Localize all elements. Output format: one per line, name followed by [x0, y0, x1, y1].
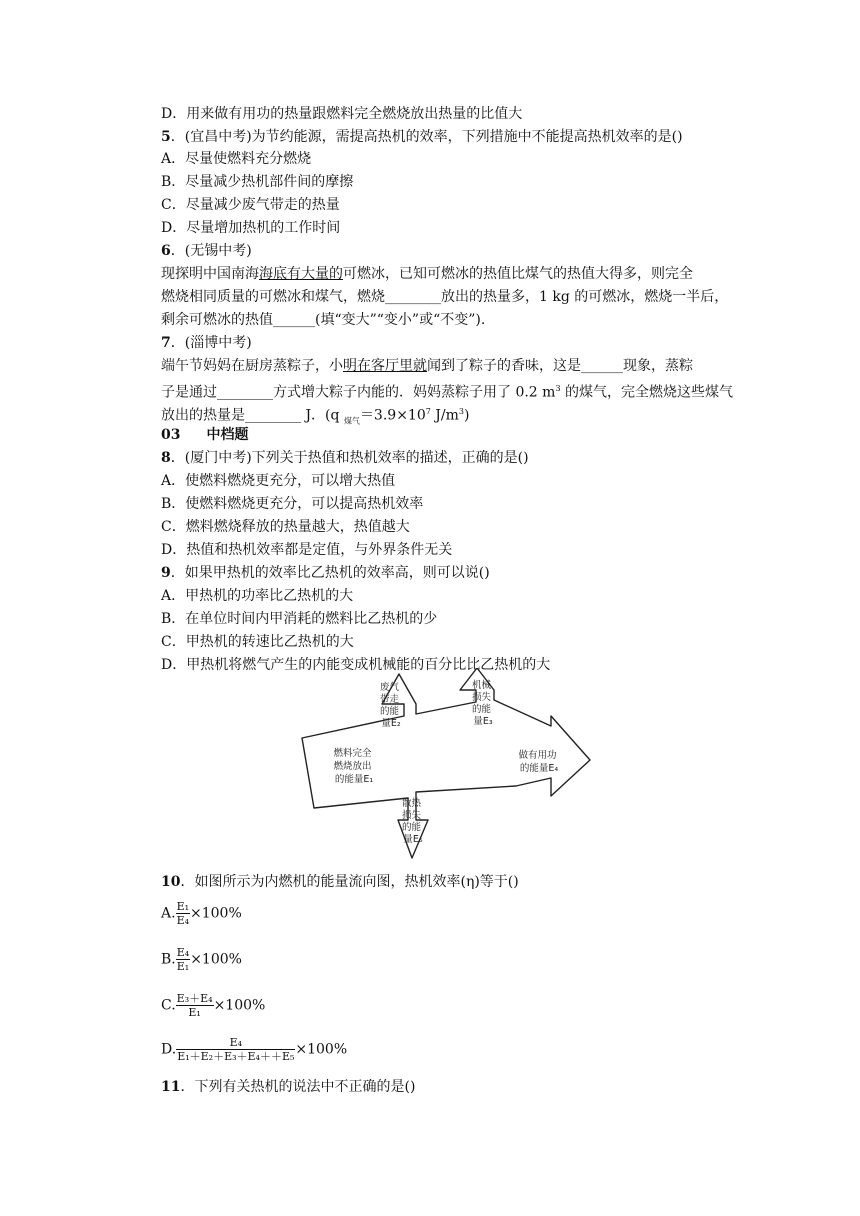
question-number: 10 [161, 874, 181, 890]
superscript: 3 [458, 407, 464, 416]
q6-line-1 [161, 265, 693, 283]
q10-option-d [161, 1036, 347, 1063]
q9-option-c: C．甲热机的转速比乙热机的大 [161, 634, 354, 650]
underlined-text: 明在客厅里就 [343, 358, 427, 374]
q10-option-c [161, 992, 265, 1019]
question-number: 5 [161, 129, 171, 145]
text: 闻到了粽子的香味，这是______现象，蒸粽 [427, 358, 693, 374]
fraction [176, 946, 190, 973]
label-e3: 机械 损失 的能 量E₃ [471, 680, 493, 727]
q9-option-b: B．在单位时间内甲消耗的燃料比乙热机的少 [161, 611, 438, 627]
label-e4: 做有用功 的能量E₄ [518, 750, 559, 774]
denominator: E₄ [176, 914, 190, 927]
q6-line-3: 剩余可燃冰的热值______(填“变大”“变小”或“不变”). [161, 312, 486, 328]
question-number: 6 [161, 243, 171, 259]
q9-option-d: D．甲热机将燃气产生的内能变成机械能的百分比比乙热机的大 [161, 657, 551, 673]
fraction [176, 900, 190, 927]
question-number: 7 [161, 335, 171, 351]
question-stem: ．如果甲热机的效率比乙热机的效率高，则可以说() [170, 565, 490, 581]
question-11 [161, 1078, 415, 1096]
fraction [176, 992, 214, 1019]
question-9 [161, 564, 490, 582]
energy-flow-diagram [296, 668, 592, 862]
percent-factor: ×100% [213, 997, 266, 1014]
denominator: E₁ [176, 960, 190, 973]
q6-line-2: 燃烧相同质量的可燃冰和煤气，燃烧________放出的热量多，1 kg 的可燃冰，燃烧一半后， [161, 289, 729, 305]
option-label: B. [161, 951, 176, 968]
question-source: ．(无锡中考) [170, 243, 252, 259]
question-stem: ．(宜昌中考)为节约能源，需提高热机的效率，下列措施中不能提高热机效率的是() [170, 129, 683, 145]
percent-factor: ×100% [190, 951, 242, 968]
numerator: E₃＋E₄ [176, 992, 213, 1005]
numerator: E₄ [176, 1036, 295, 1050]
section-title: 中档题 [206, 427, 249, 443]
q7-line-2 [161, 380, 733, 402]
denominator: E₁＋E₂＋E₃＋E₄＋＋E₅ [177, 1050, 295, 1063]
question-number: 9 [161, 565, 171, 581]
text: 的煤气，完全燃烧这些煤气 [560, 384, 733, 401]
q5-option-b: B．尽量减少热机部件间的摩擦 [161, 174, 354, 190]
question-stem: ．下列有关热机的说法中不正确的是() [180, 1079, 416, 1095]
label-e1: 燃料完全 燃烧放出 的能量E₁ [333, 748, 374, 785]
text: 子是通过________方式增大粽子内能的．妈妈蒸粽子用了 0.2 m [161, 384, 556, 401]
underlined-text: 海底有大量的 [259, 266, 343, 282]
text: 现探明中国南海 [161, 266, 259, 282]
q8-option-c: C．燃料燃烧释放的热量越大，热值越大 [161, 519, 410, 535]
subscript: 煤气 [343, 416, 360, 426]
q8-option-d: D．热值和热机效率都是定值，与外界条件无关 [161, 542, 453, 558]
question-number: 8 [161, 450, 171, 466]
question-source: ．(淄博中考) [170, 335, 252, 351]
option-label: C. [161, 997, 176, 1014]
section-heading [161, 426, 248, 444]
q7-line-1 [161, 357, 693, 375]
superscript: 3 [555, 384, 561, 393]
q4-option-d: D．用来做有用功的热量跟燃料完全燃烧放出热量的比值大 [161, 106, 523, 122]
q5-option-c: C．尽量减少废气带走的热量 [161, 197, 340, 213]
label-e5: 散热 损失 的能 量E₅ [401, 798, 423, 845]
numerator: E₁ [176, 900, 190, 913]
question-5 [161, 128, 683, 146]
question-7 [161, 334, 252, 352]
text: ) [464, 407, 470, 424]
text: 端午节妈妈在厨房蒸粽子，小 [161, 358, 343, 374]
q5-option-a: A．尽量使燃料充分燃烧 [161, 151, 312, 167]
question-6 [161, 242, 252, 260]
percent-factor: ×100% [190, 905, 242, 922]
q9-option-a: A．甲热机的功率比乙热机的大 [161, 588, 354, 604]
q10-option-b [161, 946, 242, 973]
numerator: E₄ [176, 946, 190, 959]
text: ＝3.9×10 [359, 407, 426, 424]
q8-option-b: B．使燃料燃烧更充分，可以提高热机效率 [161, 496, 424, 512]
label-e2: 废气 带走 的能 量E₂ [379, 682, 401, 729]
question-number: 11 [161, 1079, 181, 1095]
fraction [176, 1036, 295, 1063]
question-10 [161, 873, 519, 891]
option-label: A. [161, 905, 176, 922]
q10-option-a [161, 900, 242, 927]
question-stem: ．(厦门中考)下列关于热值和热机效率的描述，正确的是() [170, 450, 529, 466]
text: 放出的热量是________ J．(q [161, 407, 344, 424]
percent-factor: ×100% [295, 1041, 348, 1058]
text: J/m [430, 407, 459, 424]
text: 可燃冰，已知可燃冰的热值比煤气的热值大得多，则完全 [343, 266, 693, 282]
option-label: D. [161, 1041, 177, 1058]
section-number: 03 [161, 427, 181, 443]
q8-option-a: A．使燃料燃烧更充分，可以增大热值 [161, 473, 396, 489]
q5-option-d: D．尽量增加热机的工作时间 [161, 220, 341, 236]
question-8 [161, 449, 529, 467]
denominator: E₁ [188, 1006, 201, 1019]
question-stem: ．如图所示为内燃机的能量流向图，热机效率(η)等于() [180, 874, 519, 890]
superscript: 7 [425, 407, 431, 416]
